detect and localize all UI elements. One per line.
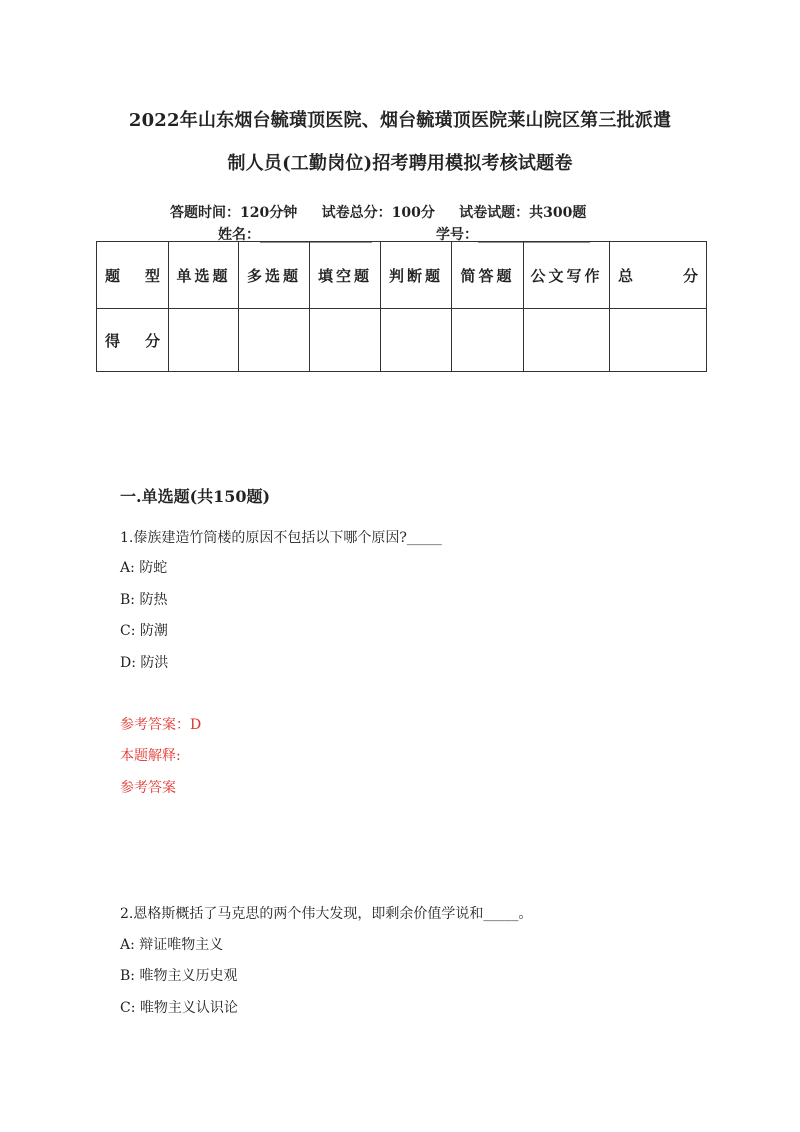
score-table-header-row [97,242,707,309]
score-table-score-row [97,309,707,372]
question-1-option-d: D: 防洪 [120,655,169,671]
score-cell [310,309,381,372]
section-title: 一.单选题(共150题) [120,487,271,506]
score-cell [169,309,239,372]
exam-title-line-2: 制人员(工勤岗位)招考聘用模拟考核试题卷 [227,153,573,174]
score-cell [452,309,524,372]
score-cell [524,309,610,372]
column-fill-blank: 填空题 [310,242,381,309]
score-cell [610,309,707,372]
question-2-option-c: C: 唯物主义认识论 [120,1000,238,1016]
question-1-reference: 参考答案 [120,780,176,796]
question-1-option-a: A: 防蛇 [120,560,168,576]
question-1-option-b: B: 防热 [120,592,168,608]
question-1-answer: 参考答案：D [120,717,202,733]
score-label-cell: 得 分 [97,309,169,372]
question-2-stem: 2.恩格斯概括了马克思的两个伟大发现，即剩余价值学说和_____。 [120,906,533,922]
column-true-false: 判断题 [381,242,452,309]
column-short-answer: 简答题 [452,242,524,309]
question-1-option-c: C: 防潮 [120,623,168,639]
question-1-explanation-label: 本题解释: [120,748,181,764]
column-single-choice: 单选题 [169,242,239,309]
id-field-label: 学号：________________ [436,227,590,243]
score-cell [381,309,452,372]
name-field-label: 姓名：________________ [218,227,372,243]
question-1-stem: 1.傣族建造竹筒楼的原因不包括以下哪个原因?_____ [120,530,442,546]
exam-info-line: 答题时间：120分钟 试卷总分：100分 试卷试题：共300题 [170,205,587,221]
column-document-writing: 公文写作 [524,242,610,309]
column-multiple-choice: 多选题 [239,242,310,309]
exam-title-line-1: 2022年山东烟台毓璜顶医院、烟台毓璜顶医院莱山院区第三批派遣 [128,110,672,131]
question-2-option-b: B: 唯物主义历史观 [120,968,238,984]
row-header-cell: 题 型 [97,242,169,309]
score-cell [239,309,310,372]
score-table [96,241,707,372]
question-2-option-a: A: 辩证唯物主义 [120,937,224,953]
column-total: 总 分 [610,242,707,309]
